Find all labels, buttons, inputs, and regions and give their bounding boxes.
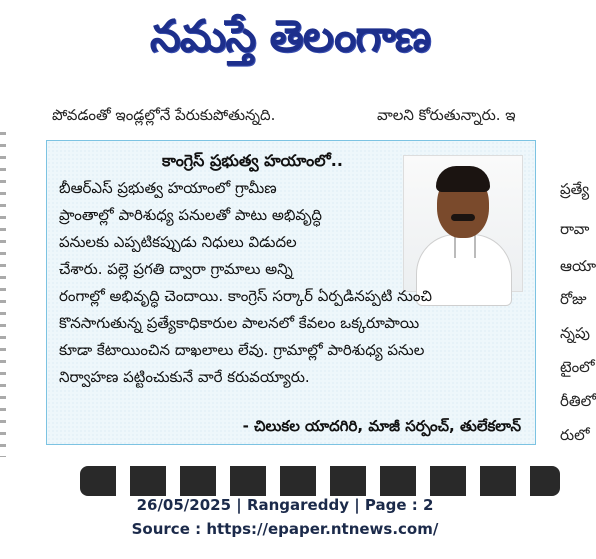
body-line: ప్రాంతాల్లో పారిశుధ్య పనులతో పాటు అభివృద్ధి: [59, 206, 323, 224]
right-column-line: న్నపు: [560, 324, 590, 342]
article-byline: - చిలుకల యాదగిరి, మాజీ సర్పంచ్, తులేకలాన్: [242, 417, 521, 435]
person-photo: [403, 155, 523, 292]
body-line: రంగాల్లో అభివృద్ధి చెందాయి. కాంగ్రెస్ సర్కార్ ఏర్పడినప్పటి నుంచి: [59, 287, 432, 305]
adjacent-column-text: [560, 150, 596, 450]
footer-source-line: Source : https://epaper.ntnews.com/: [131, 520, 439, 538]
newspaper-masthead: నమస్తే తెలంగాణ: [149, 11, 431, 62]
body-line: చేశారు. పల్లె ప్రగతి ద్వారా గ్రామాలు అన్ని: [59, 260, 293, 278]
quote-box: [46, 140, 536, 445]
body-line: పనులకు ఎప్పటికప్పుడు నిధులు విడుదల: [59, 233, 297, 251]
footer-date-line: 26/05/2025 | Rangareddy | Page : 2: [136, 496, 434, 514]
right-column-line: టైంలో: [560, 358, 595, 376]
previous-article-text: [0, 102, 570, 130]
body-line: బీఆర్ఎస్ ప్రభుత్వ హయాంలో గ్రామీణ: [59, 179, 277, 197]
right-column-line: ప్రత్యే: [560, 180, 590, 198]
body-line: కొనసాగుతున్న ప్రత్యేకాధికారుల పాలనలో కేవలం ఒక్కరూపాయి: [59, 314, 420, 332]
cropped-headline: [0, 448, 570, 484]
body-line: కూడా కేటాయించిన దాఖలాలు లేవు. గ్రామాల్లో పారిశుధ్య పనుల: [59, 341, 425, 359]
right-column-line: ఆయా: [560, 257, 596, 275]
article-title: కాంగ్రెస్ ప్రభుత్వ హయాంలో..: [162, 151, 343, 170]
top-line-left: పోవడంతో ఇండ్లల్లోనే పేరుకుపోతున్నది.: [52, 106, 276, 124]
body-line: నిర్వాహణ పట్టించుకునే వారే కరువయ్యారు.: [59, 368, 310, 386]
left-column-edge: [0, 132, 6, 457]
right-column-line: రీతిలో: [560, 392, 596, 410]
top-line-right: వాలని కోరుతున్నారు. ఇ: [377, 106, 516, 124]
right-column-line: రోజు: [560, 290, 587, 308]
right-column-line: రులో: [560, 426, 590, 444]
right-column-line: రావా: [560, 220, 590, 238]
